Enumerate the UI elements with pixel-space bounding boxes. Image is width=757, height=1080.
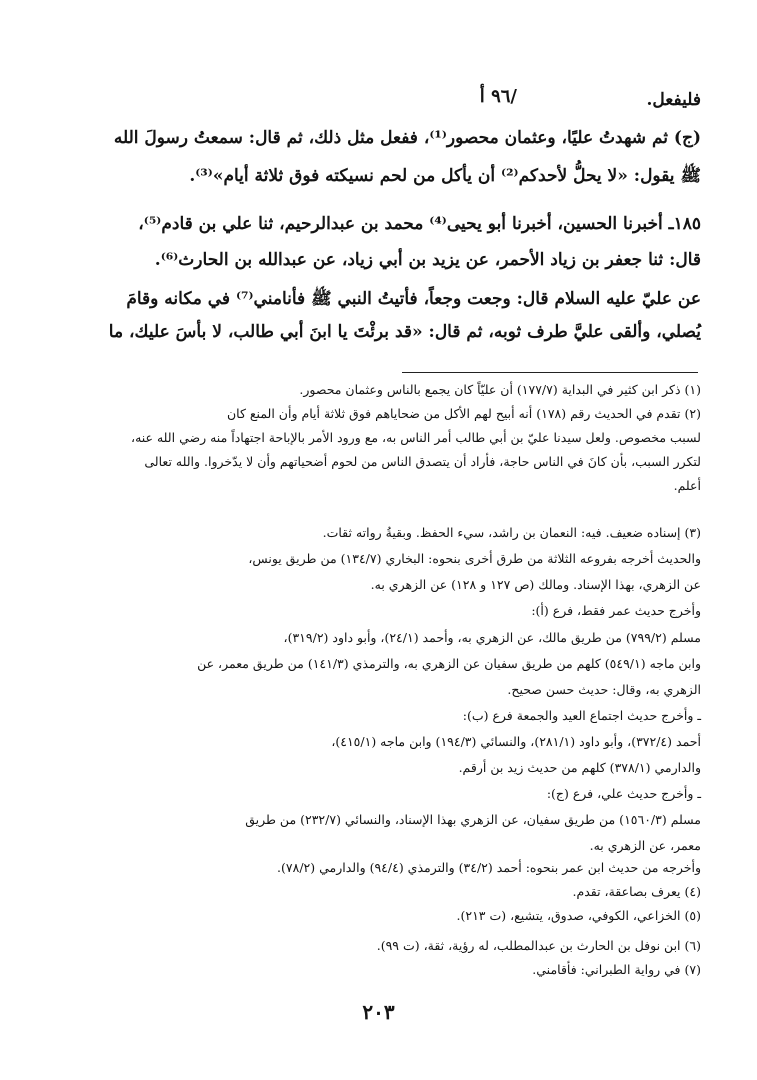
footnote-line: وابن ماجه (٥٤٩/١) كلهم من طريق سفيان عن الزهري به، والترمذي (١٤١/٣) من طريق معمر، عن xyxy=(197,656,701,671)
footnote-line: معمر، عن الزهري به. xyxy=(589,838,701,853)
footnote-line: والحديث أخرجه بفروعه الثلاثة من طرق أخرى بنحوه: البخاري (١٣٤/٧) من طريق يونس، xyxy=(248,551,701,566)
footnote-line: (١) ذكر ابن كثير في البداية (١٧٧/٧) أن عليّاً كان يجمع بالناس وعثمان محصور. xyxy=(299,382,701,397)
footnote-line: (٣) إسناده ضعيف. فيه: النعمان بن راشد، سيء الحفظ. وبقيةُ رواته ثقات. xyxy=(322,525,701,540)
main-text-line: عن عليّ عليه السلام قال: وجعت وجعاً، فأتيتُ النبي ﷺ فأنامني⁽⁷⁾ في مكانه وقامَ xyxy=(126,289,701,309)
footnote-line: لتكرر السبب، بأن كانَ في الناس حاجة، فأراد أن يتصدق الناس من لحوم أضحياتهم وأن لا يدّخروا. والله تعالى xyxy=(144,454,701,469)
footnote-separator xyxy=(402,372,698,373)
footnote-line: وأخرجه من حديث ابن عمر بنحوه: أحمد (٣٤/٢) والترمذي (٩٤/٤) والدارمي (٧٨/٢). xyxy=(277,860,701,875)
footnote-line: (٧) في رواية الطبراني: فأقامني. xyxy=(532,962,701,977)
footnote-line: ـ وأخرج حديث علي، فرع (ج): xyxy=(546,786,701,801)
footnote-line: (٢) تقدم في الحديث رقم (١٧٨) أنه أبيح لهم الأكل من ضحاياهم فوق ثلاثة أيام وأن المنع كان xyxy=(226,406,701,421)
footnote-line: الزهري به، وقال: حديث حسن صحيح. xyxy=(507,682,701,697)
footnote-line: (٥) الخزاعي، الكوفي، صدوق، يتشيع، (ت ٢١٣). xyxy=(456,908,701,923)
footnote-line: أحمد (٣٧٢/٤)، وأبو داود (٢٨١/١)، والنسائي (١٩٤/٣) وابن ماجه (٤١٥/١)، xyxy=(331,734,701,749)
lead-word: فليفعل. xyxy=(646,90,701,110)
page-number: ٢٠٣ xyxy=(362,1000,395,1024)
footnote-line: ـ وأخرج حديث اجتماع العيد والجمعة فرع (ب): xyxy=(462,708,701,723)
footnote-line: أعلم. xyxy=(673,478,701,493)
footnote-line: مسلم (١٥٦٠/٣) من طريق سفيان، عن الزهري بهذا الإسناد، والنسائي (٢٣٢/٧) من طريق xyxy=(245,812,701,827)
footnote-line: مسلم (٧٩٩/٢) من طريق مالك، عن الزهري به، وأحمد (٢٤/١)، وأبو داود (٣١٩/٢)، xyxy=(283,630,701,645)
footnote-line: عن الزهري، بهذا الإسناد. ومالك (ص ١٢٧ و ١٢٨) عن الزهري به. xyxy=(370,577,701,592)
footnote-line: والدارمي (٣٧٨/١) كلهم من حديث زيد بن أرقم. xyxy=(458,760,701,775)
footnote-line: لسبب مخصوص. ولعل سيدنا عليّ بن أبي طالب أمر الناس به، مع ورود الأمر بالإباحة اجتهاداً منه رضي الله عنه، xyxy=(131,430,701,445)
main-text-line: يُصلي، وألقى عليَّ طرف ثوبه، ثم قال: «قد برئْتَ يا ابنَ أبي طالب، لا بأسَ عليك، ما xyxy=(108,322,701,342)
footnote-line: وأخرج حديث عمر فقط، فرع (أ): xyxy=(531,603,701,618)
footnote-line: (٤) يعرف بصاعقة، تقدم. xyxy=(572,884,701,899)
main-text-line: ﷺ يقول: «لا يحلُّ لأحدكم⁽²⁾ أن يأكل من لحم نسيكته فوق ثلاثة أيام»⁽³⁾. xyxy=(189,166,701,186)
main-text-line: ١٨٥ـ أخبرنا الحسين، أخبرنا أبو يحيى⁽⁴⁾ محمد بن عبدالرحيم، ثنا علي بن قادم⁽⁵⁾، xyxy=(138,214,701,234)
main-text-line: (ج) ثم شهدتُ عليًا، وعثمان محصور⁽¹⁾، ففعل مثل ذلك، ثم قال: سمعتُ رسولَ الله xyxy=(113,128,701,148)
main-text-line: قال: ثنا جعفر بن زياد الأحمر، عن يزيد بن أبي زياد، عن عبدالله بن الحارث⁽⁶⁾. xyxy=(154,250,701,270)
folio-marker: /٩٦ أ xyxy=(479,86,517,107)
footnote-line: (٦) ابن نوفل بن الحارث بن عبدالمطلب، له رؤية، ثقة، (ت ٩٩). xyxy=(376,938,701,953)
